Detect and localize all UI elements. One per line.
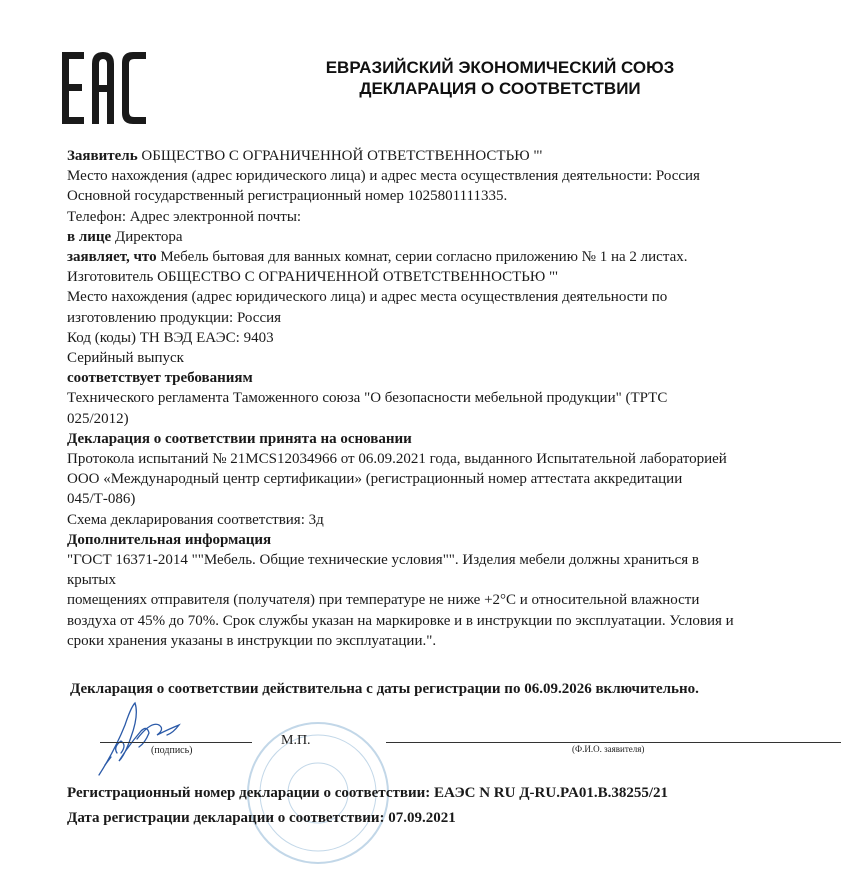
registration-number: ЕАЭС N RU Д-RU.PA01.B.38255/21 bbox=[434, 785, 669, 801]
registration-number-label: Регистрационный номер декларации о соответствии: bbox=[67, 785, 431, 801]
conformity-heading: соответствует требованиям bbox=[67, 370, 253, 387]
declaration-body bbox=[67, 146, 837, 651]
product-serial: Серийный выпуск bbox=[67, 350, 184, 367]
signature-line bbox=[100, 742, 252, 743]
registration-date: 07.09.2021 bbox=[388, 810, 456, 826]
additional-line-2: крытых bbox=[67, 572, 116, 589]
declaration-scheme: Схема декларирования соответствия: 3д bbox=[67, 511, 324, 528]
person-label: в лице bbox=[67, 228, 112, 245]
signature-icon bbox=[95, 695, 190, 780]
person-value: Директора bbox=[111, 228, 183, 245]
additional-heading: Дополнительная информация bbox=[67, 531, 272, 548]
regulation-line-1: Технического регламента Таможенного союза "О безопасности мебельной продукции" (ТРТС bbox=[67, 390, 668, 407]
applicant-contacts: Телефон: Адрес электронной почты: bbox=[67, 208, 302, 225]
applicant-line bbox=[67, 146, 837, 166]
validity-statement: Декларация о соответствии действительна с даты регистрации по 06.09.2026 включительно. bbox=[70, 681, 699, 697]
additional-line-1: "ГОСТ 16371-2014 ""Мебель. Общие технические условия"". Изделия мебели должны храниться в bbox=[67, 552, 700, 569]
product-code: Код (коды) ТН ВЭД ЕАЭС: 9403 bbox=[67, 329, 274, 346]
applicant-location: Место нахождения (адрес юридического лица) и адрес места осуществления деятельности: Россия bbox=[67, 168, 700, 185]
manufacturer-location-2: изготовлению продукции: Россия bbox=[67, 309, 282, 326]
declares-value: Мебель бытовая для ванных комнат, серии согласно приложению № 1 на 2 листах. bbox=[156, 249, 688, 266]
header-declaration-title: ДЕКЛАРАЦИЯ О СООТВЕТСТВИИ bbox=[359, 79, 641, 98]
basis-line-3: 045/Т-086) bbox=[67, 491, 136, 508]
applicant-name: ОБЩЕСТВО С ОГРАНИЧЕННОЙ ОТВЕТСТВЕННОСТЬЮ "' bbox=[137, 148, 543, 164]
additional-line-4: воздуха от 45% до 70%. Срок службы указан на маркировке и в инструкции по эксплуатации. Условия и bbox=[67, 612, 734, 629]
basis-line-2: ООО «Международный центр сертификации» (регистрационный номер аттестата аккредитации bbox=[67, 471, 683, 488]
manufacturer-name: Изготовитель ОБЩЕСТВО С ОГРАНИЧЕННОЙ ОТВЕТСТВЕННОСТЬЮ "' bbox=[67, 269, 558, 286]
declares-label: заявляет, что bbox=[67, 249, 157, 266]
applicant-person-line bbox=[67, 227, 837, 247]
stamp-place-label: М.П. bbox=[281, 733, 311, 748]
registration-date-label: Дата регистрации декларации о соответствии: bbox=[67, 810, 385, 826]
additional-line-5: сроки хранения указаны в инструкции по эксплуатации.". bbox=[67, 632, 437, 649]
manufacturer-location-1: Место нахождения (адрес юридического лица) и адрес места осуществления деятельности по bbox=[67, 289, 668, 306]
signature-caption: (подпись) bbox=[151, 745, 193, 756]
header-union-title: ЕВРАЗИЙСКИЙ ЭКОНОМИЧЕСКИЙ СОЮЗ bbox=[325, 58, 675, 77]
applicant-label: Заявитель bbox=[67, 148, 138, 164]
document-header bbox=[250, 57, 750, 99]
registration-number-line bbox=[67, 785, 668, 802]
regulation-line-2: 025/2012) bbox=[67, 410, 129, 427]
eac-logo-icon bbox=[62, 52, 148, 124]
name-line bbox=[386, 742, 841, 743]
registration-date-line bbox=[67, 810, 456, 827]
basis-heading: Декларация о соответствии принята на основании bbox=[67, 430, 412, 447]
additional-line-3: помещениях отправителя (получателя) при температуре не ниже +2°С и относительной влажности bbox=[67, 592, 700, 609]
basis-line-1: Протокола испытаний № 21MCS12034966 от 06.09.2021 года, выданного Испытательной лабораторией bbox=[67, 451, 727, 468]
declares-line bbox=[67, 247, 837, 267]
applicant-reg-number: Основной государственный регистрационный номер 1025801111335. bbox=[67, 188, 508, 205]
applicant-name-caption: (Ф.И.О. заявителя) bbox=[572, 744, 645, 754]
